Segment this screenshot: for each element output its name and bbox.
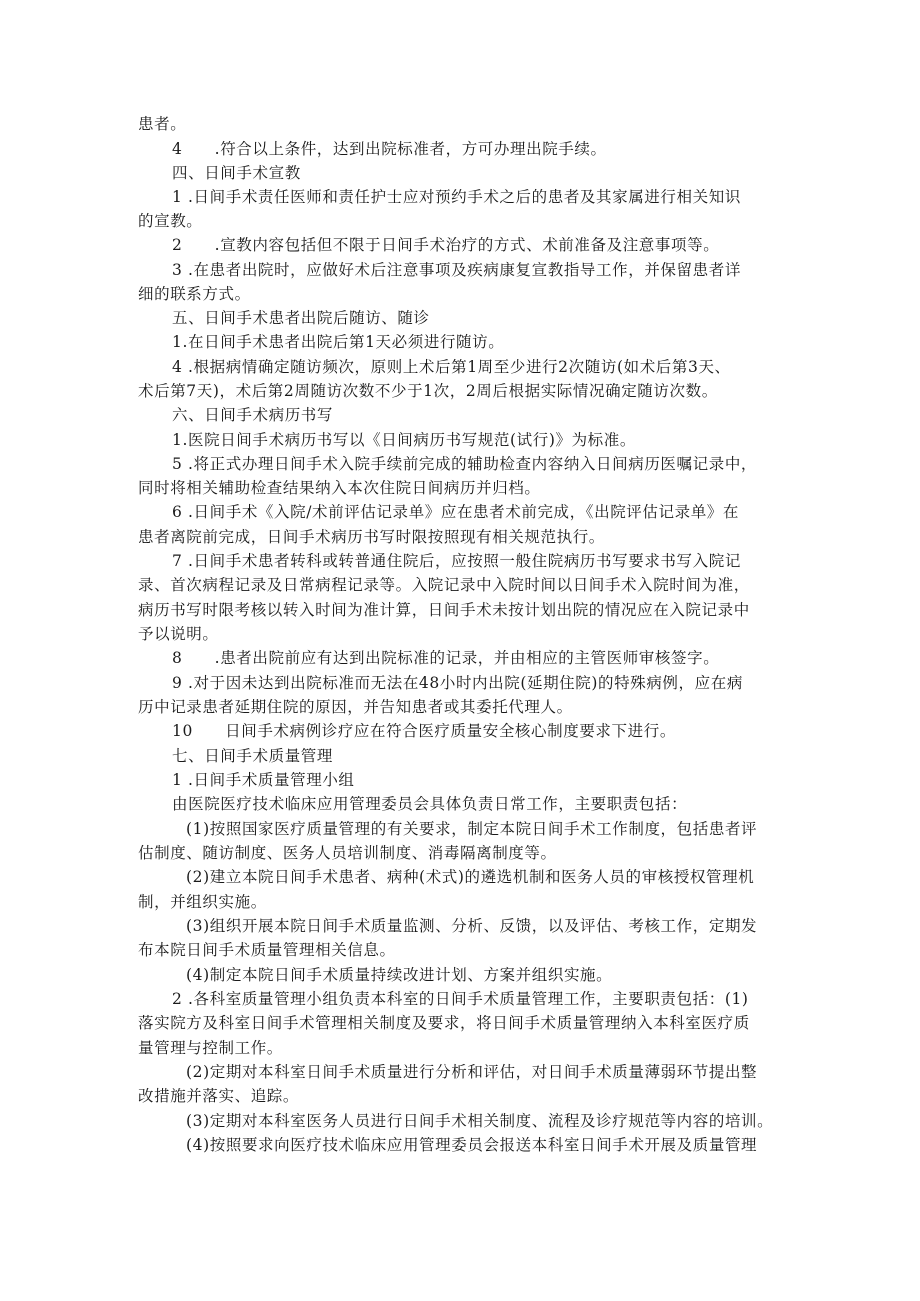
section-heading: 七、日间手术质量管理 [172,747,334,765]
text-line: (1)按照国家医疗质量管理的有关要求，制定本院日间手术工作制度，包括患者评 [186,820,758,838]
text-line: 1 .日间手术质量管理小组 [172,771,355,789]
text-line: (4)制定本院日间手术质量持续改进计划、方案并组织实施。 [186,966,613,984]
text-line: 4 .符合以上条件，达到出院标准者，方可办理出院手续。 [172,140,607,158]
text-line: 3 .在患者出院时，应做好术后注意事项及疾病康复宣教指导工作，并保留患者详 [172,261,741,279]
text-line: 4 .根据病情确定随访频次，原则上术后第1周至少进行2次随访(如术后第3天、 [172,358,731,376]
text-line: (3)定期对本科室医务人员进行日间手术相关制度、流程及诊疗规范等内容的培训。 [186,1112,774,1130]
text-line: 1 .日间手术责任医师和责任护士应对预约手术之后的患者及其家属进行相关知识 [172,188,741,206]
text-line: 9 .对于因未达到出院标准而无法在48小时内出院(延期住院)的特殊病例，应在病 [172,674,743,692]
text-line: 细的联系方式。 [138,285,251,303]
text-line: 历中记录患者延期住院的原因，并告知患者或其委托代理人。 [138,698,573,716]
text-line: 术后第7天)，术后第2周随访次数不少于1次，2周后根据实际情况确定随访次数。 [138,382,718,400]
text-line: 5 .将正式办理日间手术入院手续前完成的辅助检查内容纳入日间病历医嘱记录中， [172,455,758,473]
text-line: 2 .宣教内容包括但不限于日间手术治疗的方式、术前准备及注意事项等。 [172,236,720,254]
text-line: 予以说明。 [138,625,219,643]
text-line: (2)建立本院日间手术患者、病种(术式)的遴选机制和医务人员的审核授权管理机 [186,868,755,886]
text-line: 落实院方及科室日间手术管理相关制度及要求，将日间手术质量管理纳入本科室医疗质 [138,1014,750,1032]
text-line: 1.医院日间手术病历书写以《日间病历书写规范(试行)》为标准。 [172,431,636,449]
text-line: 布本院日间手术质量管理相关信息。 [138,941,396,959]
text-line: (2)定期对本科室日间手术质量进行分析和评估，对日间手术质量薄弱环节提出整 [186,1063,758,1081]
text-line: 7 .日间手术患者转科或转普通住院后，应按照一般住院病历书写要求书写入院记 [172,552,741,570]
text-line: 2 .各科室质量管理小组负责本科室的日间手术质量管理工作，主要职责包括：(1) [172,990,749,1008]
text-line: 8 .患者出院前应有达到出院标准的记录，并由相应的主管医师审核签字。 [172,649,720,667]
text-line: (3)组织开展本院日间手术质量监测、分析、反馈，以及评估、考核工作，定期发 [186,917,758,935]
text-line: 估制度、随访制度、医务人员培训制度、消毒隔离制度等。 [138,844,557,862]
section-heading: 四、日间手术宣教 [172,164,301,182]
text-line: 10 日间手术病例诊疗应在符合医疗质量安全核心制度要求下进行。 [172,722,676,740]
text-line: 改措施并落实、追踪。 [138,1087,300,1105]
section-heading: 五、日间手术患者出院后随访、随诊 [172,309,430,327]
text-line: 1.在日间手术患者出院后第1天必须进行随访。 [172,333,505,351]
text-line: 6 .日间手术《入院/术前评估记录单》应在患者术前完成，《出院评估记录单》在 [172,503,739,521]
section-heading: 六、日间手术病历书写 [172,406,334,424]
text-line: (4)按照要求向医疗技术临床应用管理委员会报送本科室日间手术开展及质量管理 [186,1136,758,1154]
text-line: 病历书写时限考核以转入时间为准计算，日间手术未按计划出院的情况应在入院记录中 [138,601,750,619]
text-line: 录、首次病程记录及日常病程记录等。入院记录中入院时间以日间手术入院时间为准， [138,576,750,594]
text-line: 制，并组织实施。 [138,893,267,911]
text-line: 患者离院前完成，日间手术病历书写时限按照现有相关规范执行。 [138,528,605,546]
text-line: 同时将相关辅助检查结果纳入本次住院日间病历并归档。 [138,479,541,497]
text-line: 由医院医疗技术临床应用管理委员会具体负责日常工作，主要职责包括： [172,795,688,813]
text-line: 量管理与控制工作。 [138,1039,283,1057]
text-line: 的宣教。 [138,212,203,230]
text-line: 患者。 [138,115,187,133]
